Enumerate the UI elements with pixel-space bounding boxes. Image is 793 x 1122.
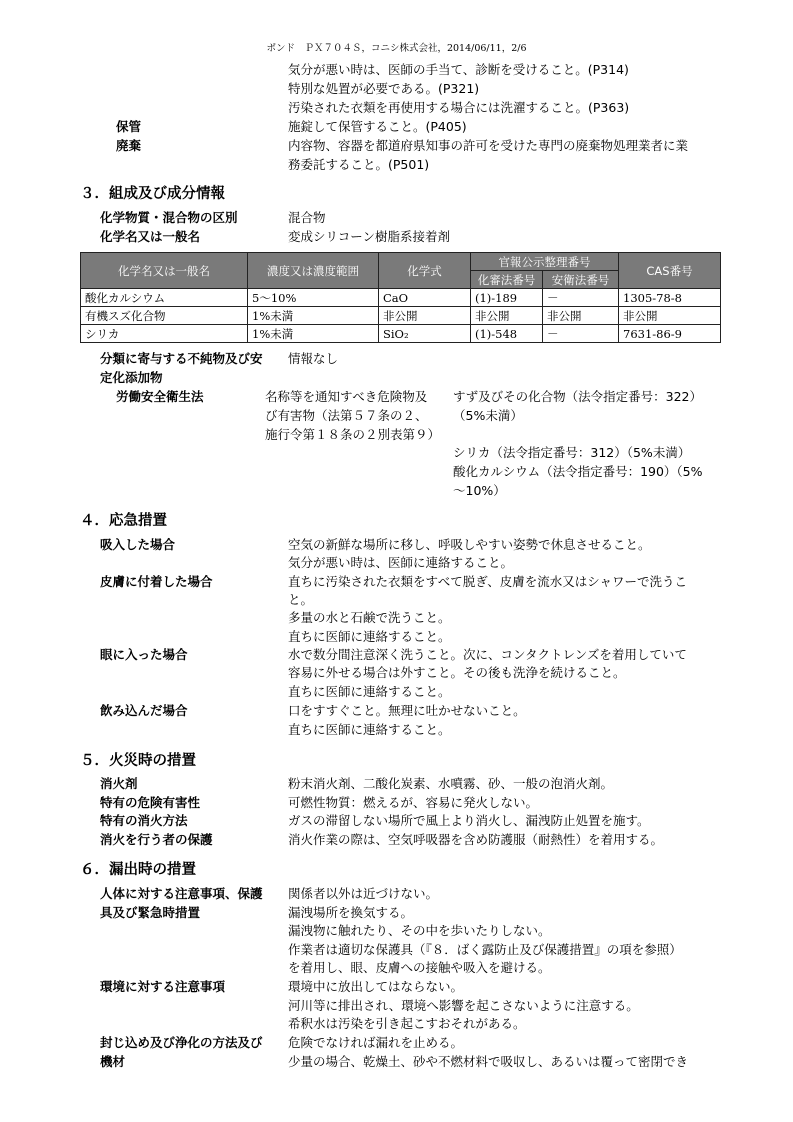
- spill-label: 人体に対する注意事項、保護: [100, 886, 263, 901]
- fire-value: ガスの滞留しない場所で風上より消火し、漏洩防止処置を施す。: [288, 813, 650, 828]
- spill-line: 環境中に放出してはならない。: [288, 979, 464, 994]
- table-cell: SiO₂: [379, 325, 471, 343]
- table-cell: 5～10%: [248, 289, 379, 307]
- first-aid-label: 皮膚に付着した場合: [100, 574, 213, 589]
- header-gazette-number: 官報公示整理番号: [471, 253, 619, 271]
- section-6-title: ６．漏出時の措置: [80, 862, 196, 878]
- page-header: ボンド ＰＸ７０４Ｓ，コニシ株式会社，2014/06/11，2/6: [266, 43, 527, 54]
- table-cell: (1)-189: [471, 289, 543, 307]
- law-substance-line: シリカ（法令指定番号：312）（5%未満）: [453, 445, 691, 460]
- header-kashin: 化審法番号: [471, 271, 543, 289]
- table-cell: CaO: [379, 289, 471, 307]
- first-aid-line: 直ちに医師に連絡すること。: [288, 722, 451, 737]
- section-4-title: ４．応急措置: [80, 513, 167, 529]
- storage-label: 保管: [116, 119, 142, 134]
- field-value: 変成シリコーン樹脂系接着剤: [288, 229, 451, 244]
- header-formula: 化学式: [379, 253, 471, 289]
- precaution-line: 汚染された衣類を再使用する場合には洗濯すること。(P363): [288, 100, 630, 115]
- precaution-line: 特別な処置が必要である。(P321): [288, 81, 480, 96]
- table-cell: 非公開: [471, 307, 543, 325]
- spill-line: を着用し、眼、皮膚への接触や吸入を避ける。: [288, 960, 551, 975]
- fire-value: 消火作業の際は、空気呼吸器を含め防護服（耐熱性）を着用する。: [288, 832, 664, 847]
- first-aid-line: 気分が悪い時は、医師に連絡すること。: [288, 555, 514, 570]
- first-aid-line: 容易に外せる場合は外すこと。その後も洗浄を続けること。: [288, 665, 626, 680]
- law-label: 労働安全衛生法: [116, 389, 204, 404]
- table-cell: 有機スズ化合物: [81, 307, 248, 325]
- additive-label: 定化添加物: [100, 370, 163, 385]
- spill-line: 漏洩場所を換気する。: [288, 905, 414, 920]
- precaution-line: 気分が悪い時は、医師の手当て、診断を受けること。(P314): [288, 62, 629, 77]
- header-cas: CAS番号: [619, 253, 721, 289]
- table-row: [81, 289, 721, 307]
- header-anei: 安衛法番号: [543, 271, 619, 289]
- table-cell: 酸化カルシウム: [81, 289, 248, 307]
- law-substance-line: すず及びその化合物（法令指定番号：322）: [453, 389, 702, 404]
- table-row: [81, 325, 721, 343]
- first-aid-line: 空気の新鮮な場所に移し、呼吸しやすい姿勢で休息させること。: [288, 537, 651, 552]
- disposal-label: 廃棄: [116, 138, 142, 153]
- first-aid-line: 口をすすぐこと。無理に吐かせないこと。: [288, 703, 526, 718]
- field-label: 化学物質・混合物の区別: [100, 210, 238, 225]
- table-row: [81, 307, 721, 325]
- spill-line: 関係者以外は近づけない。: [288, 886, 439, 901]
- spill-line: 漏洩物に触れたり、その中を歩いたりしない。: [288, 923, 551, 938]
- hazard-impurity-label: 分類に寄与する不純物及び安: [100, 351, 263, 366]
- law-substance-line: 酸化カルシウム（法令指定番号：190）（5%: [453, 464, 703, 479]
- first-aid-label: 眼に入った場合: [100, 647, 188, 662]
- fire-label: 特有の危険有害性: [100, 795, 201, 810]
- section-5-title: ５．火災時の措置: [80, 753, 196, 769]
- fire-label: 消火剤: [100, 776, 138, 791]
- table-cell: 7631-86-9: [619, 325, 721, 343]
- law-description-line: び有害物（法第５７条の２、: [265, 408, 428, 423]
- first-aid-line: 直ちに汚染された衣類をすべて脱ぎ、皮膚を流水又はシャワーで洗うこ: [288, 574, 688, 589]
- table-cell: シリカ: [81, 325, 248, 343]
- field-label: 化学名又は一般名: [100, 229, 201, 244]
- first-aid-line: 直ちに医師に連絡すること。: [288, 684, 451, 699]
- fire-value: 粉末消火剤、二酸化炭素、水噴霧、砂、一般の泡消火剤。: [288, 776, 614, 791]
- header-chemical-name: 化学名又は一般名: [81, 253, 248, 289]
- storage-text: 施錠して保管すること。(P405): [288, 119, 467, 134]
- law-description-line: 施行令第１８条の２別表第９）: [265, 427, 441, 442]
- composition-table: [80, 252, 721, 343]
- law-description-line: 名称等を通知すべき危険物及: [265, 389, 428, 404]
- first-aid-label: 吸入した場合: [100, 537, 176, 552]
- table-cell: 1%未満: [248, 307, 379, 325]
- spill-line: 危険でなければ漏れを止める。: [288, 1035, 464, 1050]
- spill-label: 具及び緊急時措置: [100, 905, 201, 920]
- table-cell: (1)-548: [471, 325, 543, 343]
- hazard-impurity-value: 情報なし: [288, 351, 339, 366]
- table-cell: －: [543, 289, 619, 307]
- disposal-line: 務委託すること。(P501): [288, 157, 430, 172]
- table-cell: 非公開: [619, 307, 721, 325]
- field-value: 混合物: [288, 210, 326, 225]
- first-aid-line: 直ちに医師に連絡すること。: [288, 629, 451, 644]
- spill-line: 作業者は適切な保護具（『８．ばく露防止及び保護措置』の項を参照）: [288, 942, 682, 957]
- table-cell: 非公開: [543, 307, 619, 325]
- first-aid-line: と。: [288, 592, 314, 607]
- first-aid-label: 飲み込んだ場合: [100, 703, 188, 718]
- table-cell: －: [543, 325, 619, 343]
- fire-label: 特有の消火方法: [100, 813, 188, 828]
- spill-line: 希釈水は汚染を引き起こすおそれがある。: [288, 1016, 526, 1031]
- spill-label: 機材: [100, 1054, 126, 1069]
- spill-line: 少量の場合、乾燥土、砂や不燃材料で吸収し、あるいは覆って密閉でき: [288, 1054, 689, 1069]
- table-cell: 非公開: [379, 307, 471, 325]
- fire-label: 消火を行う者の保護: [100, 832, 213, 847]
- table-cell: 1305-78-8: [619, 289, 721, 307]
- header-concentration: 濃度又は濃度範囲: [248, 253, 379, 289]
- disposal-line: 内容物、容器を都道府県知事の許可を受けた専門の廃棄物処理業者に業: [288, 138, 689, 153]
- first-aid-line: 多量の水と石鹸で洗うこと。: [288, 610, 451, 625]
- spill-label: 環境に対する注意事項: [100, 979, 226, 994]
- table-cell: 1%未満: [248, 325, 379, 343]
- spill-label: 封じ込め及び浄化の方法及び: [100, 1035, 263, 1050]
- first-aid-line: 水で数分間注意深く洗うこと。次に、コンタクトレンズを着用していて: [288, 647, 687, 662]
- section-3-title: ３．組成及び成分情報: [80, 186, 225, 202]
- law-substance-line: （5%未満）: [453, 408, 523, 423]
- fire-value: 可燃性物質：燃えるが、容易に発火しない。: [288, 795, 539, 810]
- law-substance-line: ～10%）: [453, 483, 506, 498]
- spill-line: 河川等に排出され、環境へ影響を起こさないように注意する。: [288, 998, 639, 1013]
